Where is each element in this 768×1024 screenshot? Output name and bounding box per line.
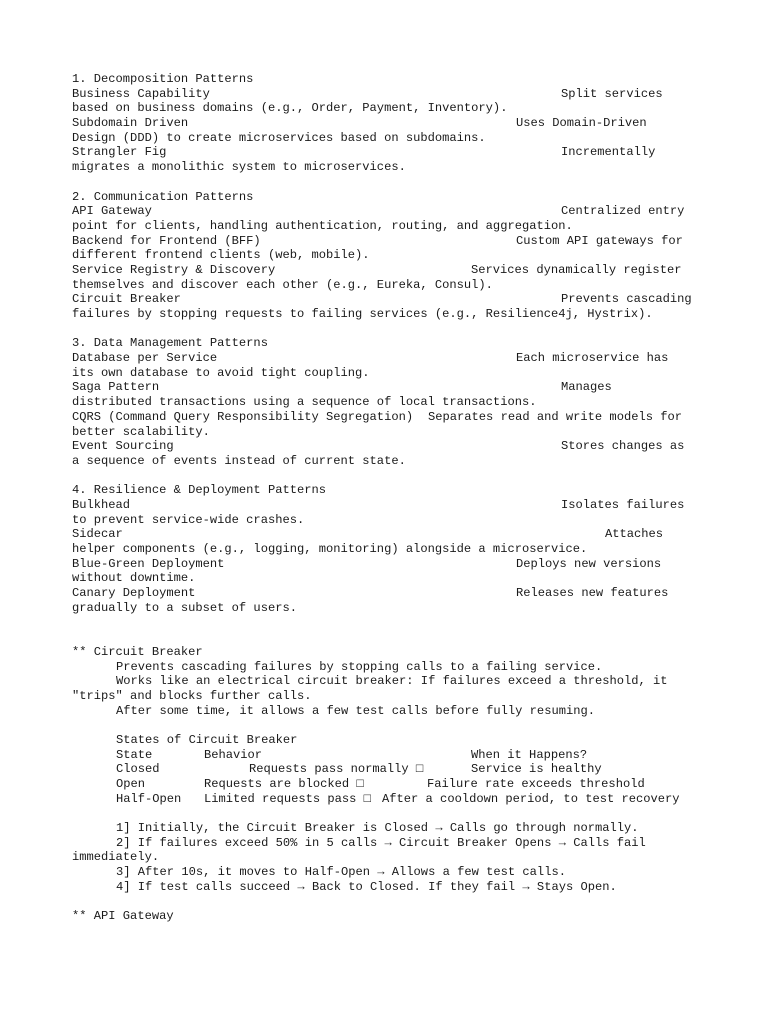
pattern-entry <box>72 263 712 292</box>
pattern-entry <box>72 439 712 468</box>
pattern-name: Backend for Frontend (BFF) <box>72 233 261 248</box>
pattern-description-rest: a sequence of events instead of current state. <box>72 453 406 468</box>
section-heading: 1. Decomposition Patterns <box>72 72 254 86</box>
pattern-description-start: Attaches <box>605 527 664 542</box>
pattern-entry <box>72 204 712 233</box>
when-cell: Service is healthy <box>471 762 602 777</box>
section-heading: 3. Data Management Patterns <box>72 336 268 351</box>
pattern-description-start: Manages <box>561 380 612 395</box>
pattern-description-rest: Design (DDD) to create microservices based on subdomains. <box>72 130 486 145</box>
when-cell: After a cooldown period, to test recovery <box>382 791 680 806</box>
step-item: 1] Initially, the Circuit Breaker is Closed → Calls go through normally. <box>116 821 639 836</box>
pattern-entry <box>72 234 712 263</box>
pattern-entry <box>72 87 712 116</box>
pattern-description-start: Uses Domain-Driven <box>516 116 647 131</box>
header-when: When it Happens? <box>471 747 588 762</box>
table-row <box>72 792 712 807</box>
notes-heading: ** API Gateway <box>72 909 174 924</box>
pattern-description-rest: distributed transactions using a sequence of local transactions. <box>72 395 537 410</box>
pattern-entry <box>72 557 712 586</box>
section-heading: 4. Resilience & Deployment Patterns <box>72 483 327 498</box>
pattern-description-start: Separates read and write models for <box>428 409 683 424</box>
pattern-description-start: Split services <box>561 86 663 101</box>
pattern-name: Circuit Breaker <box>72 292 181 307</box>
step-item: 3] After 10s, it moves to Half-Open → Allows a few test calls. <box>116 865 566 880</box>
notes-paragraph: Prevents cascading failures by stopping calls to a failing service. <box>116 659 603 674</box>
pattern-name: Subdomain Driven <box>72 116 189 131</box>
table-row <box>72 777 712 792</box>
section-heading: 2. Communication Patterns <box>72 189 254 204</box>
behavior-cell: Requests are blocked □ <box>204 777 364 792</box>
pattern-name: Sidecar <box>72 527 123 542</box>
pattern-entry <box>72 498 712 527</box>
pattern-entry <box>72 292 712 321</box>
notes-paragraph-continued: "trips" and blocks further calls. <box>72 688 312 703</box>
document-page <box>72 72 712 924</box>
pattern-description-rest: helper components (e.g., logging, monitoring) alongside a microservice. <box>72 542 588 556</box>
pattern-entry <box>72 116 712 145</box>
pattern-description-rest: migrates a monolithic system to microservices. <box>72 160 406 175</box>
section-resilience-deployment <box>72 483 712 615</box>
pattern-entry <box>72 351 712 380</box>
pattern-entry <box>72 527 712 556</box>
pattern-entry <box>72 410 712 439</box>
header-behavior: Behavior <box>204 747 263 762</box>
notes-paragraph: Works like an electrical circuit breaker: If failures exceed a threshold, it <box>116 674 668 689</box>
pattern-description-start: Prevents cascading <box>561 292 692 307</box>
pattern-description-rest: better scalability. <box>72 424 210 439</box>
pattern-description-start: Releases new features <box>516 586 669 601</box>
pattern-description-rest: different frontend clients (web, mobile). <box>72 248 370 263</box>
pattern-entry <box>72 145 712 174</box>
pattern-description-rest: to prevent service-wide crashes. <box>72 512 305 527</box>
states-table <box>72 748 712 807</box>
pattern-description-start: Deploys new versions <box>516 556 662 571</box>
when-cell: Failure rate exceeds threshold <box>427 777 645 792</box>
pattern-description-rest: without downtime. <box>72 571 196 586</box>
pattern-description-start: Custom API gateways for <box>516 233 683 248</box>
step-item-continued: immediately. <box>72 850 160 865</box>
header-state: State <box>116 747 153 762</box>
step-item: 4] If test calls succeed → Back to Closed. If they fail → Stays Open. <box>116 879 617 894</box>
pattern-description-start: Each microservice has <box>516 351 669 366</box>
behavior-cell: Limited requests pass □ <box>204 791 371 806</box>
section-communication <box>72 190 712 322</box>
pattern-description-rest: failures by stopping requests to failing services (e.g., Resilience4j, Hystrix). <box>72 307 653 321</box>
state-cell: Half-Open <box>116 791 182 806</box>
circuit-breaker-notes <box>72 645 712 924</box>
pattern-name: Canary Deployment <box>72 586 196 601</box>
pattern-name: Event Sourcing <box>72 439 174 454</box>
pattern-entry <box>72 586 712 615</box>
pattern-name: Business Capability <box>72 86 210 101</box>
pattern-name: Saga Pattern <box>72 380 160 395</box>
steps-list <box>72 821 712 894</box>
pattern-name: Database per Service <box>72 351 218 366</box>
pattern-description-start: Incrementally <box>561 145 656 160</box>
pattern-description-start: Isolates failures <box>561 497 685 512</box>
pattern-description-rest: gradually to a subset of users. <box>72 600 297 615</box>
notes-paragraph: After some time, it allows a few test calls before fully resuming. <box>116 703 595 718</box>
pattern-description-start: Centralized entry <box>561 204 685 219</box>
pattern-name: CQRS (Command Query Responsibility Segregation) <box>72 409 414 424</box>
table-row <box>72 762 712 777</box>
pattern-description-rest: its own database to avoid tight coupling. <box>72 365 370 380</box>
behavior-cell: Requests pass normally □ <box>249 762 424 777</box>
notes-heading: ** Circuit Breaker <box>72 644 203 659</box>
state-cell: Open <box>116 777 146 792</box>
pattern-entry <box>72 380 712 409</box>
pattern-description-rest: based on business domains (e.g., Order, Payment, Inventory). <box>72 101 508 116</box>
states-table-header <box>72 748 712 763</box>
pattern-name: Strangler Fig <box>72 145 167 160</box>
pattern-name: API Gateway <box>72 204 152 219</box>
pattern-description-rest: themselves and discover each other (e.g., Eureka, Consul). <box>72 277 493 292</box>
pattern-description-rest: point for clients, handling authentication, routing, and aggregation. <box>72 218 573 233</box>
pattern-name: Bulkhead <box>72 497 131 512</box>
pattern-description-start: Stores changes as <box>561 439 685 454</box>
state-cell: Closed <box>116 762 160 777</box>
pattern-name: Service Registry & Discovery <box>72 262 276 277</box>
states-title: States of Circuit Breaker <box>116 732 298 747</box>
pattern-description-start: Services dynamically register <box>471 262 682 277</box>
step-item: 2] If failures exceed 50% in 5 calls → Circuit Breaker Opens → Calls fail <box>116 835 646 850</box>
pattern-name: Blue-Green Deployment <box>72 556 225 571</box>
section-decomposition <box>72 72 712 175</box>
section-data-management <box>72 336 712 468</box>
